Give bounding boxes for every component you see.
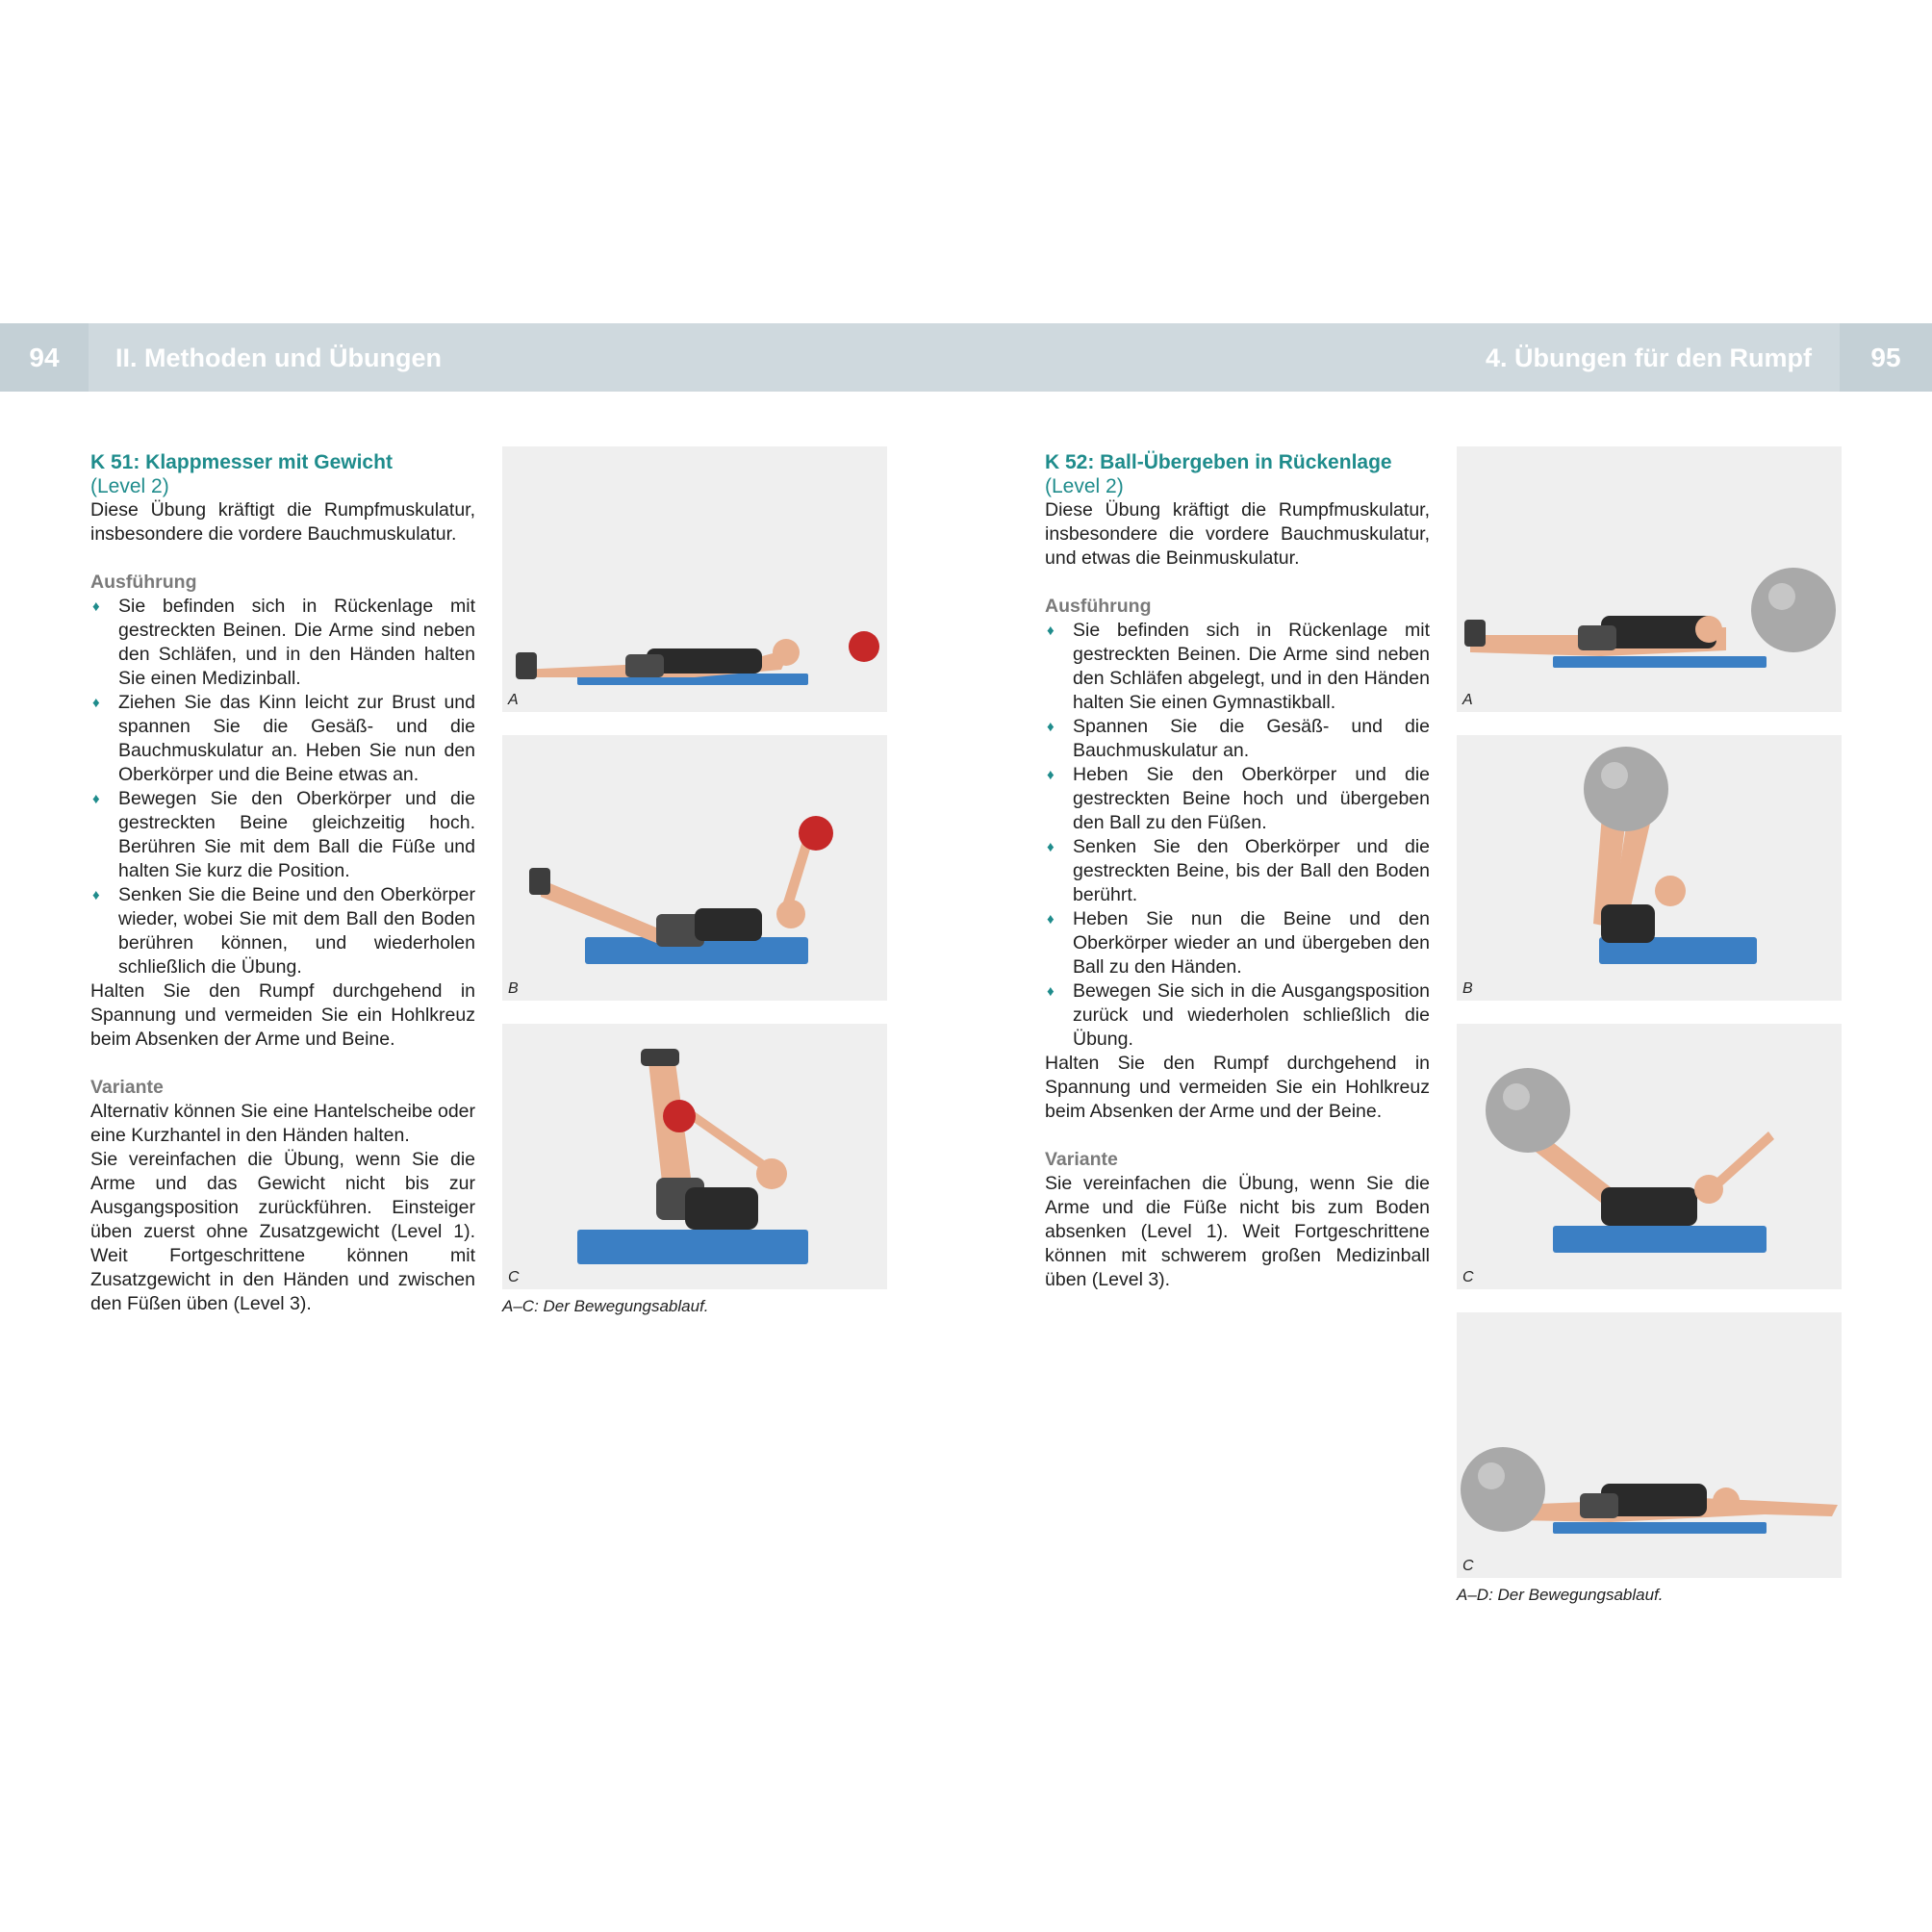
diamond-bullet-icon: ♦ (92, 598, 100, 615)
exercise-title-text: K 51: Klappmesser mit Gewicht (90, 451, 393, 473)
exercise-level: (Level 2) (1045, 475, 1124, 497)
diamond-bullet-icon: ♦ (1047, 767, 1055, 783)
step-text: Senken Sie den Oberkörper und die gestreckten Beine, bis der Ball den Boden berührt. (1073, 836, 1430, 905)
list-item (1045, 835, 1430, 907)
exercise-photo (1457, 735, 1842, 1001)
exercise-k52-text (1045, 450, 1430, 1292)
step-text: Sie befinden sich in Rückenlage mit gestreckten Beinen. Die Arme sind neben den Schläfen abgelegt, und in den Händen halten Sie einen Gymnastikball. (1073, 620, 1430, 713)
list-item (1045, 979, 1430, 1052)
list-item (90, 691, 475, 787)
v-sit-lifting-illustration (502, 735, 887, 1001)
exercise-intro: Diese Übung kräftigt die Rumpfmuskulatur, insbesondere die vordere Bauchmuskulatur, und etwas die Beinmuskulatur. (1045, 499, 1430, 569)
steps-heading: Ausführung (1045, 596, 1152, 617)
variant-heading: Variante (1045, 1149, 1118, 1170)
step-text: Sie befinden sich in Rückenlage mit gestreckten Beinen. Die Arme sind neben den Schläfen, und in den Händen halten Sie einen Medizinball. (118, 596, 475, 689)
variant-text: Sie vereinfachen die Übung, wenn Sie die Arme und die Füße nicht bis zum Boden absenken (Level 1). Weit Fortgeschrittene können mit schwerem großen Medizinball üben (Level 3). (1045, 1173, 1430, 1290)
photo-label: B (1462, 980, 1473, 997)
photo-label: A (508, 692, 519, 708)
page-number-right: 95 (1840, 323, 1932, 392)
step-text: Ziehen Sie das Kinn leicht zur Brust und spannen Sie die Gesäß- und die Bauchmuskulatur an. Heben Sie nun den Oberkörper und die Beine etwas an. (118, 692, 475, 785)
exercise-intro: Diese Übung kräftigt die Rumpfmuskulatur, insbesondere die vordere Bauchmuskulatur. (90, 499, 475, 545)
diamond-bullet-icon: ♦ (92, 695, 100, 711)
list-item (90, 595, 475, 691)
chapter-title-right: 4. Übungen für den Rumpf (1486, 343, 1812, 372)
step-text: Bewegen Sie sich in die Ausgangsposition zurück und wiederholen schließlich die Übung. (1073, 980, 1430, 1050)
step-text: Senken Sie die Beine und den Oberkörper wieder, wobei Sie mit dem Ball den Boden berühren können, und wiederholen schließlich die Übung. (118, 884, 475, 978)
diamond-bullet-icon: ♦ (92, 791, 100, 807)
diamond-bullet-icon: ♦ (1047, 911, 1055, 928)
diamond-bullet-icon: ♦ (92, 887, 100, 903)
photo-label: C (508, 1269, 520, 1285)
exercise-photo (1457, 1024, 1842, 1289)
diamond-bullet-icon: ♦ (1047, 983, 1055, 1000)
list-item (1045, 619, 1430, 715)
list-item (1045, 907, 1430, 979)
jackknife-top-position-illustration (502, 1024, 887, 1289)
exercise-title-text: K 52: Ball-Übergeben in Rückenlage (1045, 451, 1392, 473)
chapter-title-left: II. Methoden und Übungen (115, 343, 442, 372)
figure-caption: A–C: Der Bewegungsablauf. (502, 1297, 709, 1315)
exercise-photo (502, 446, 887, 712)
step-text: Bewegen Sie den Oberkörper und die gestreckten Beine gleichzeitig hoch. Berühren Sie mit dem Ball die Füße und halten Sie kurz die Position. (118, 788, 475, 881)
figure-caption: A–D: Der Bewegungsablauf. (1457, 1586, 1664, 1604)
list-item (1045, 715, 1430, 763)
lying-with-ball-at-feet-illustration (1457, 1312, 1842, 1578)
photo-label: B (508, 980, 519, 997)
step-text: Heben Sie nun die Beine und den Oberkörper wieder an und übergeben den Ball zu den Händen. (1073, 908, 1430, 978)
exercise-photo (1457, 446, 1842, 712)
step-text: Heben Sie den Oberkörper und die gestreckten Beine hoch und übergeben den Ball zu den Füßen. (1073, 764, 1430, 833)
steps-list (90, 595, 475, 979)
ball-handover-top-illustration (1457, 735, 1842, 1001)
step-text: Spannen Sie die Gesäß- und die Bauchmuskulatur an. (1073, 716, 1430, 761)
steps-list (1045, 619, 1430, 1052)
lying-with-gym-ball-illustration (1457, 446, 1842, 712)
page-number-left: 94 (0, 323, 89, 392)
steps-heading: Ausführung (90, 572, 197, 593)
exercise-title (1045, 450, 1430, 498)
photo-label: C (1462, 1558, 1474, 1574)
variant-text: Alternativ können Sie eine Hantelscheibe oder eine Kurzhantel in den Händen halten. (90, 1101, 476, 1146)
exercise-level: (Level 2) (90, 475, 169, 497)
list-item (1045, 763, 1430, 835)
lowering-ball-with-feet-illustration (1457, 1024, 1842, 1289)
exercise-note: Halten Sie den Rumpf durchgehend in Spannung und vermeiden Sie ein Hohlkreuz beim Absenken der Arme und Beine. (90, 980, 475, 1050)
diamond-bullet-icon: ♦ (1047, 719, 1055, 735)
exercise-photo (1457, 1312, 1842, 1578)
variant-heading: Variante (90, 1077, 164, 1098)
list-item (90, 883, 475, 979)
diamond-bullet-icon: ♦ (1047, 623, 1055, 639)
list-item (90, 787, 475, 883)
photo-label: A (1462, 692, 1473, 708)
variant-text: Sie vereinfachen die Übung, wenn Sie die Arme und das Gewicht nicht bis zur Ausgangsposition zurückführen. Einsteiger üben zuerst ohne Zusatzgewicht (Level 1). Weit Fortgeschrittene können mit Zusatzgewicht in den Händen und zwischen den Füßen üben (Level 3). (90, 1149, 475, 1314)
exercise-title (90, 450, 475, 498)
lying-with-medicine-ball-illustration (502, 446, 887, 712)
exercise-photo (502, 735, 887, 1001)
photo-label: C (1462, 1269, 1474, 1285)
diamond-bullet-icon: ♦ (1047, 839, 1055, 855)
exercise-k51-text (90, 450, 475, 1316)
exercise-note: Halten Sie den Rumpf durchgehend in Spannung und vermeiden Sie ein Hohlkreuz beim Absenken der Arme und der Beine. (1045, 1053, 1430, 1122)
exercise-photo (502, 1024, 887, 1289)
